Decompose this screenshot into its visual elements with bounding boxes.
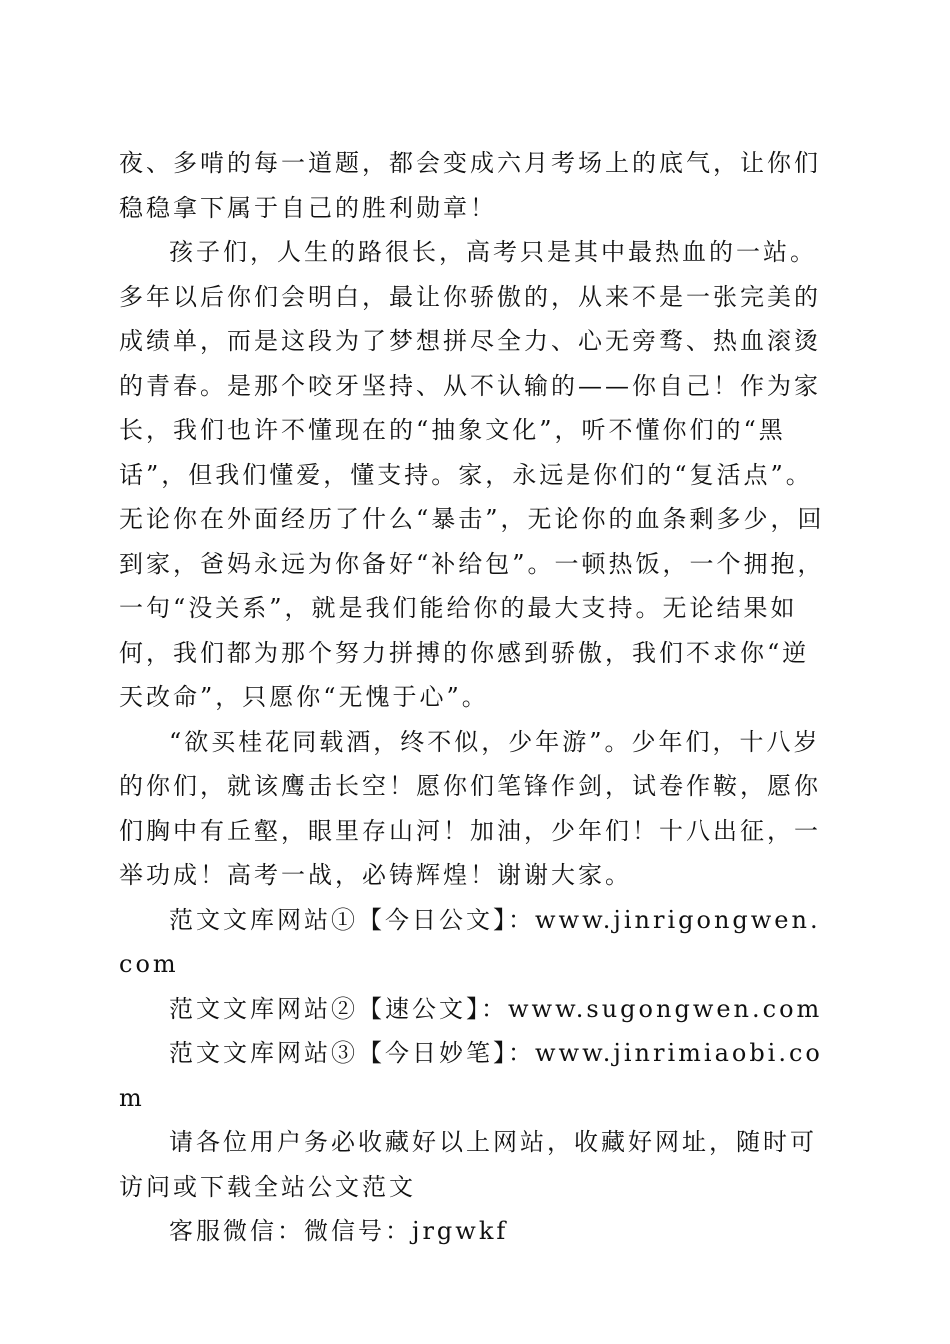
- website-line-1: 范文文库网站①【今日公文】：www.jinrigongwen.com: [119, 905, 821, 978]
- customer-service-wechat: 客服微信：微信号：jrgwkf: [169, 1217, 509, 1245]
- bookmark-notice: 请各位用户务必收藏好以上网站，收藏好网址，随时可访问或下载全站公文范文: [119, 1128, 817, 1201]
- paragraph-continuation: 夜、多啃的每一道题，都会变成六月考场上的底气，让你们稳稳拿下属于自己的胜利勋章！: [119, 149, 821, 222]
- paragraph-closing-wishes: “欲买桂花同载酒，终不似，少年游”。少年们，十八岁的你们，就该鹰击长空！愿你们笔锋作剑，试卷作鞍，愿你们胸中有丘壑，眼里存山河！加油，少年们！十八出征，一举功成！高考一战，必铸辉煌！谢谢大家。: [119, 727, 821, 889]
- document-page: [119, 141, 835, 1254]
- website-line-3: 范文文库网站③【今日妙笔】：www.jinrimiaobi.com: [119, 1039, 823, 1112]
- website-line-2: 范文文库网站②【速公文】：www.sugongwen.com: [169, 994, 823, 1023]
- paragraph-parents-message: 孩子们，人生的路很长，高考只是其中最热血的一站。多年以后你们会明白，最让你骄傲的，从来不是一张完美的成绩单，而是这段为了梦想拼尽全力、心无旁骛、热血滚烫的青春。是那个咬牙坚持、从不认输的——你自己！作为家长，我们也许不懂现在的“抽象文化”，听不懂你们的“黑话”，但我们懂爱，懂支持。家，永远是你们的“复活点”。无论你在外面经历了什么“暴击”，无论你的血条剩多少，回到家，爸妈永远为你备好“补给包”。一顿热饭，一个拥抱，一句“没关系”，就是我们能给你的最大支持。无论结果如何，我们都为那个努力拼搏的你感到骄傲，我们不求你“逆天改命”，只愿你“无愧于心”。: [119, 238, 825, 711]
